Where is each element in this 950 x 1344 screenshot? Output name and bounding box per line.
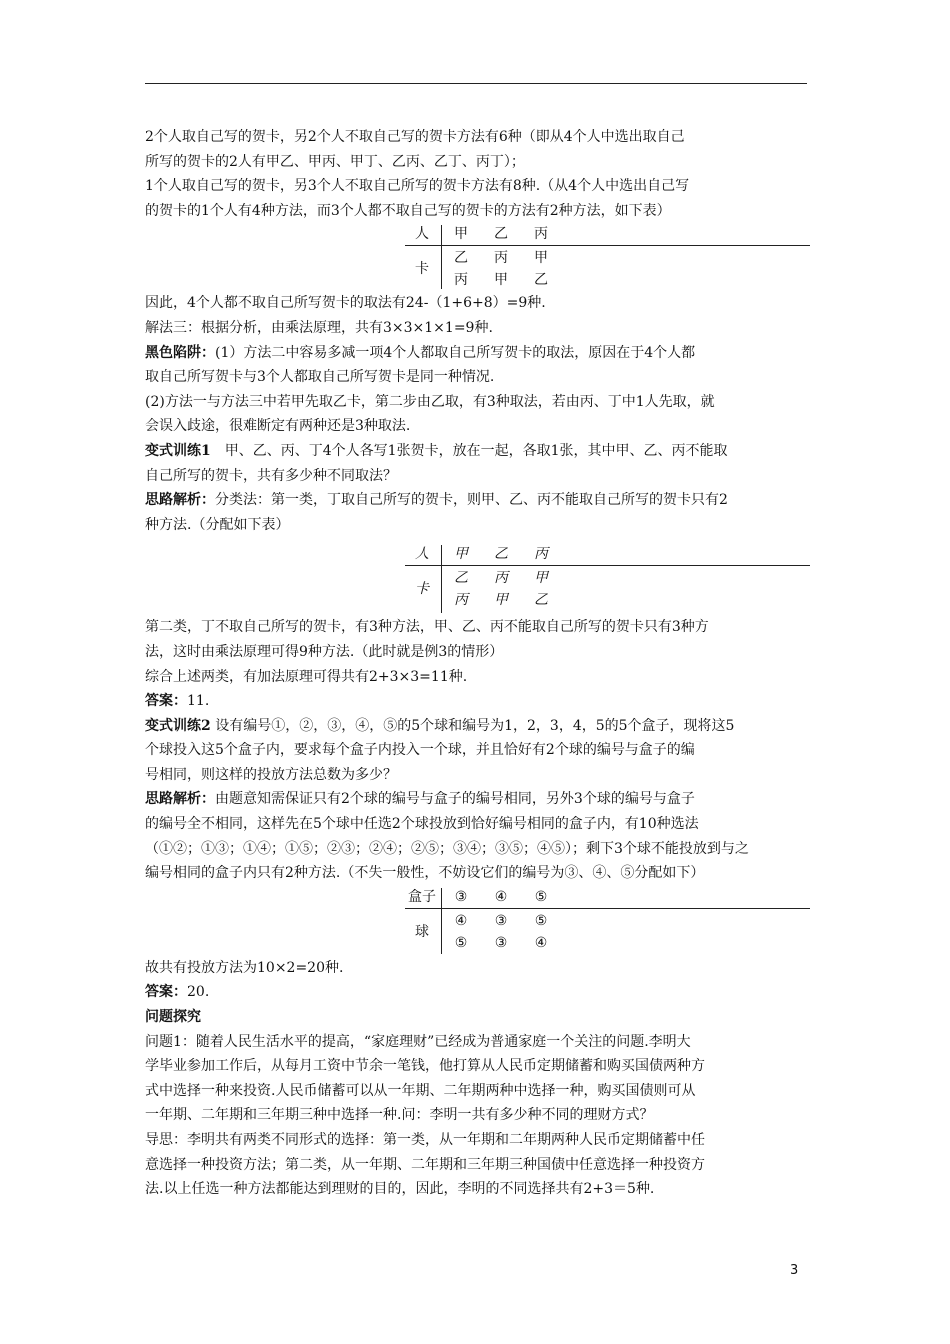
table-line	[405, 908, 810, 909]
text-span: 盒子	[408, 888, 436, 905]
text-line: 学毕业参加工作后，从每月工资中节余一笔钱，他打算从人民币定期储蓄和购买国债两种方	[145, 1058, 705, 1075]
think-line	[145, 488, 810, 513]
text-line: 式中选择一种来投资.人民币储蓄可以从一年期、二年期两种中选择一种，购买国债则可从	[145, 1082, 696, 1099]
text-span: 乙	[534, 272, 548, 289]
text-line: 法，这时由乘法原理可得9种方法.（此时就是例3的情形）	[145, 643, 504, 660]
text-span: 丙	[454, 272, 468, 289]
row-label: 卡	[415, 581, 429, 598]
section-title: 问题探究	[145, 1009, 201, 1026]
text-span: 甲	[454, 546, 468, 563]
answer-line	[145, 980, 810, 1005]
text-line: 综合上述两类，有加法原理可得共有2+3×3=11种.	[145, 668, 468, 685]
text-span: 11.	[187, 693, 210, 710]
text-span: 丙	[534, 546, 548, 563]
text-line: 法.以上任选一种方法都能达到理财的目的，因此，李明的不同选择共有2+3＝5种.	[145, 1181, 655, 1198]
text-span: 乙	[534, 592, 548, 609]
text-line: (2)方法一与方法三中若甲先取乙卡，第二步由乙取，有3种取法，若由丙、丁中1人先取，就	[145, 393, 715, 410]
text-line: 的贺卡的1个人有4种方法，而3个人都不取自己写的贺卡的方法有2种方法，如下表）	[145, 202, 671, 219]
variant-1-line	[145, 439, 810, 464]
assignment-table-1	[403, 223, 810, 291]
assignment-table-3	[403, 886, 810, 956]
page-number: 3	[790, 1263, 799, 1278]
text-span: ⑤	[534, 912, 548, 929]
text-line: 编号相同的盒子内只有2种方法.（不失一般性，不妨设它们的编号为③、④、⑤分配如下）	[145, 865, 705, 882]
text-span: 丙	[494, 570, 508, 587]
text-line: 问题1：随着人民生活水平的提高，“家庭理财”已经成为普通家庭一个关注的问题.李明大	[145, 1033, 691, 1050]
assignment-table-2	[403, 543, 810, 615]
text-span: 黑色陷阱：	[145, 344, 215, 361]
text-span: 甲	[454, 226, 468, 243]
text-line: 种方法.（分配如下表）	[145, 516, 290, 533]
text-span: 乙	[494, 546, 508, 563]
row-label: 卡	[415, 261, 429, 278]
text-span: 由题意知需保证只有2个球的编号与盒子的编号相同，另外3个球的编号与盒子	[215, 791, 695, 808]
text-line: 解法三：根据分析，由乘法原理，共有3×3×1×1=9种.	[145, 319, 493, 336]
document-body	[145, 125, 810, 1202]
text-line: （①②；①③；①④；①⑤；②③；②④；②⑤；③④；③⑤；④⑤）；剩下3个球不能投放到与之	[145, 840, 749, 857]
text-span: 丙	[534, 226, 548, 243]
text-line: 的编号全不相同，这样先在5个球中任选2个球投放到恰好编号相同的盒子内，有10种选法	[145, 816, 699, 833]
text-span: ④	[454, 912, 468, 929]
text-line: 导思：李明共有两类不同形式的选择：第一类，从一年期和二年期两种人民币定期储蓄中任	[145, 1132, 705, 1148]
text-span: 甲	[534, 250, 548, 267]
text-line: 意选择一种投资方法；第二类，从一年期、二年期和三年期三种国债中任意选择一种投资方	[145, 1156, 705, 1173]
text-line: 一年期、二年期和三年期三种中选择一种.问：李明一共有多少种不同的理财方式？	[145, 1107, 654, 1124]
table-line	[405, 245, 810, 246]
text-line: 自己所写的贺卡，共有多少种不同取法？	[145, 467, 397, 484]
text-span: 变式训练2	[145, 717, 211, 734]
table-line	[441, 888, 442, 954]
text-span: ⑤	[454, 934, 468, 951]
text-span: 变式训练1	[145, 442, 211, 459]
table-line	[405, 565, 810, 566]
text-span: 乙	[494, 226, 508, 243]
text-span: ④	[494, 888, 508, 905]
text-line: 个球投入这5个盒子内，要求每个盒子内投入一个球，并且恰好有2个球的编号与盒子的编	[145, 742, 695, 759]
text-span: 思路解析：	[145, 492, 215, 509]
text-span: 20.	[187, 984, 210, 1001]
text-line: 取自己所写贺卡与3个人都取自己所写贺卡是同一种情况.	[145, 369, 495, 386]
text-line: 号相同，则这样的投放方法总数为多少？	[145, 766, 397, 783]
table-line	[441, 545, 442, 613]
text-span: 乙	[454, 250, 468, 267]
text-span: 答案：	[145, 693, 187, 710]
trap-line	[145, 341, 810, 366]
row-label: 球	[415, 923, 429, 940]
text-span: ④	[534, 934, 548, 951]
text-span: 甲	[494, 272, 508, 289]
text-line: 2个人取自己写的贺卡，另2个人不取自己写的贺卡方法有6种（即从4个人中选出取自己	[145, 129, 685, 145]
text-span: 设有编号①，②，③，④，⑤的5个球和编号为1，2，3，4，5的5个盒子，现将这5	[210, 717, 735, 734]
text-span: 甲、乙、丙、丁4个人各写1张贺卡，放在一起，各取1张，其中甲、乙、丙不能取	[210, 442, 728, 459]
answer-line	[145, 689, 810, 714]
text-line: 会误入歧途，很难断定有两种还是3种取法.	[145, 418, 411, 435]
text-line: 因此，4个人都不取自己所写贺卡的取法有24-（1+6+8）=9种.	[145, 295, 546, 312]
text-span: ③	[494, 934, 508, 951]
text-span: 人	[415, 226, 429, 243]
text-span: 分类法：第一类，丁取自己所写的贺卡，则甲、乙、丙不能取自己所写的贺卡只有2	[215, 492, 728, 509]
text-line: 1个人取自己写的贺卡，另3个人不取自己所写的贺卡方法有8种.（从4个人中选出自己写	[145, 178, 690, 195]
text-span: 甲	[534, 570, 548, 587]
text-span: 人	[415, 546, 429, 563]
text-span: 思路解析：	[145, 791, 215, 808]
text-line: 故共有投放方法为10×2=20种.	[145, 959, 344, 976]
text-span: 丙	[454, 592, 468, 609]
header-rule	[145, 83, 807, 84]
text-span: (1）方法二中容易多减一项4个人都取自己所写贺卡的取法，原因在于4个人都	[215, 344, 696, 361]
text-span: ⑤	[534, 888, 548, 905]
variant-2-line	[145, 714, 810, 739]
text-span: ③	[494, 912, 508, 929]
text-line: 所写的贺卡的2人有甲乙、甲丙、甲丁、乙丙、乙丁、丙丁）；	[145, 153, 525, 170]
text-span: 乙	[454, 570, 468, 587]
text-span: ③	[454, 888, 468, 905]
text-span: 丙	[494, 250, 508, 267]
text-line: 第二类，丁不取自己所写的贺卡，有3种方法，甲、乙、丙不能取自己所写的贺卡只有3种方	[145, 619, 709, 636]
text-span: 答案：	[145, 984, 187, 1001]
text-span: 甲	[494, 592, 508, 609]
table-line	[441, 225, 442, 289]
think-line	[145, 787, 810, 812]
